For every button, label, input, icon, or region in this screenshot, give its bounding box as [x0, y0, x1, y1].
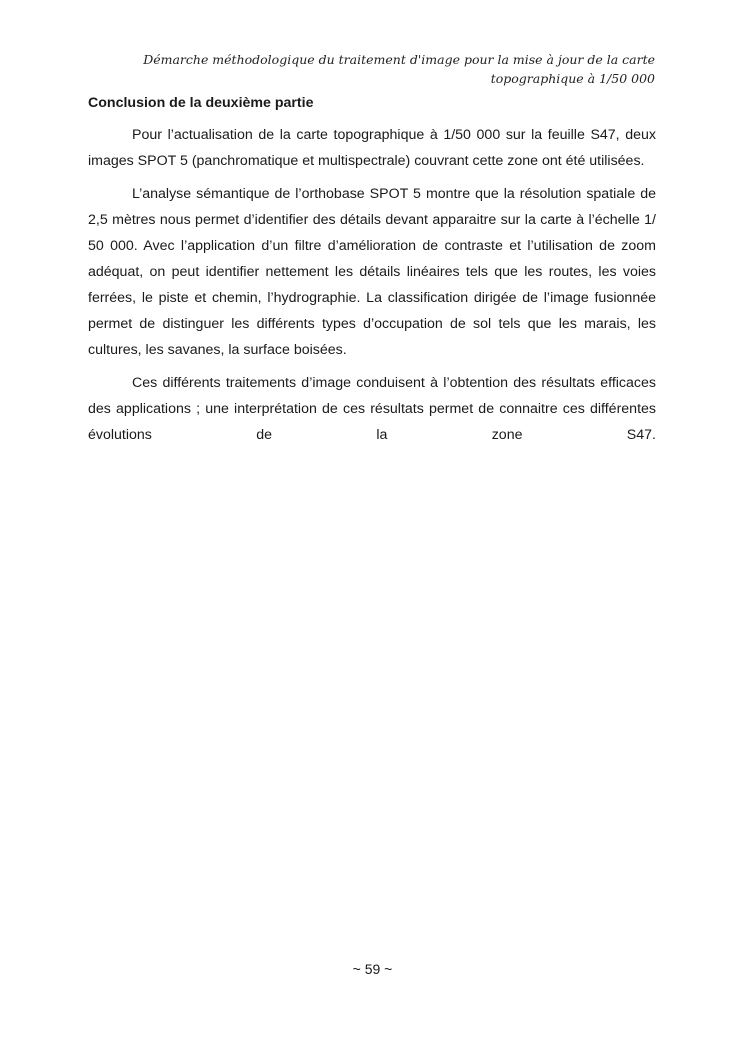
paragraph-2: L’analyse sémantique de l’orthobase SPOT 5 montre que la résolution spatiale de 2,5 mètres nous permet d’identifier des détails devant apparaitre sur la carte à l’échelle 1/ 50 000. Avec l’application d’un filtre d’amélioration de contraste et l’utilisation de zoom adéquat, on peut identifier nettement les détails linéaires tels que les routes, les voies ferrées, le piste et chemin, l’hydrographie. La classification dirigée de l’image fusionnée permet de distinguer les différents types d’occupation de sol tels que les marais, les cultures, les savanes, la surface boisées. — [88, 186, 656, 358]
running-header-line-2: topographique à 1/50 000 — [490, 71, 655, 86]
paragraph-3: Ces différents traitements d’image conduisent à l’obtention des résultats efficaces des applications ; une interprétation de ces résultats permet de connaitre ces différentes évolutions de la zone S47. — [88, 375, 656, 443]
running-header-line-1: Démarche méthodologique du traitement d'image pour la mise à jour de la carte — [143, 52, 655, 67]
section-heading: Conclusion de la deuxième partie — [88, 95, 314, 111]
running-header — [130, 50, 655, 88]
document-body — [88, 93, 656, 455]
page-number: ~ 59 ~ — [352, 961, 393, 977]
paragraph-1: Pour l’actualisation de la carte topographique à 1/50 000 sur la feuille S47, deux images SPOT 5 (panchromatique et multispectrale) couvrant cette zone ont été utilisées. — [88, 127, 656, 169]
